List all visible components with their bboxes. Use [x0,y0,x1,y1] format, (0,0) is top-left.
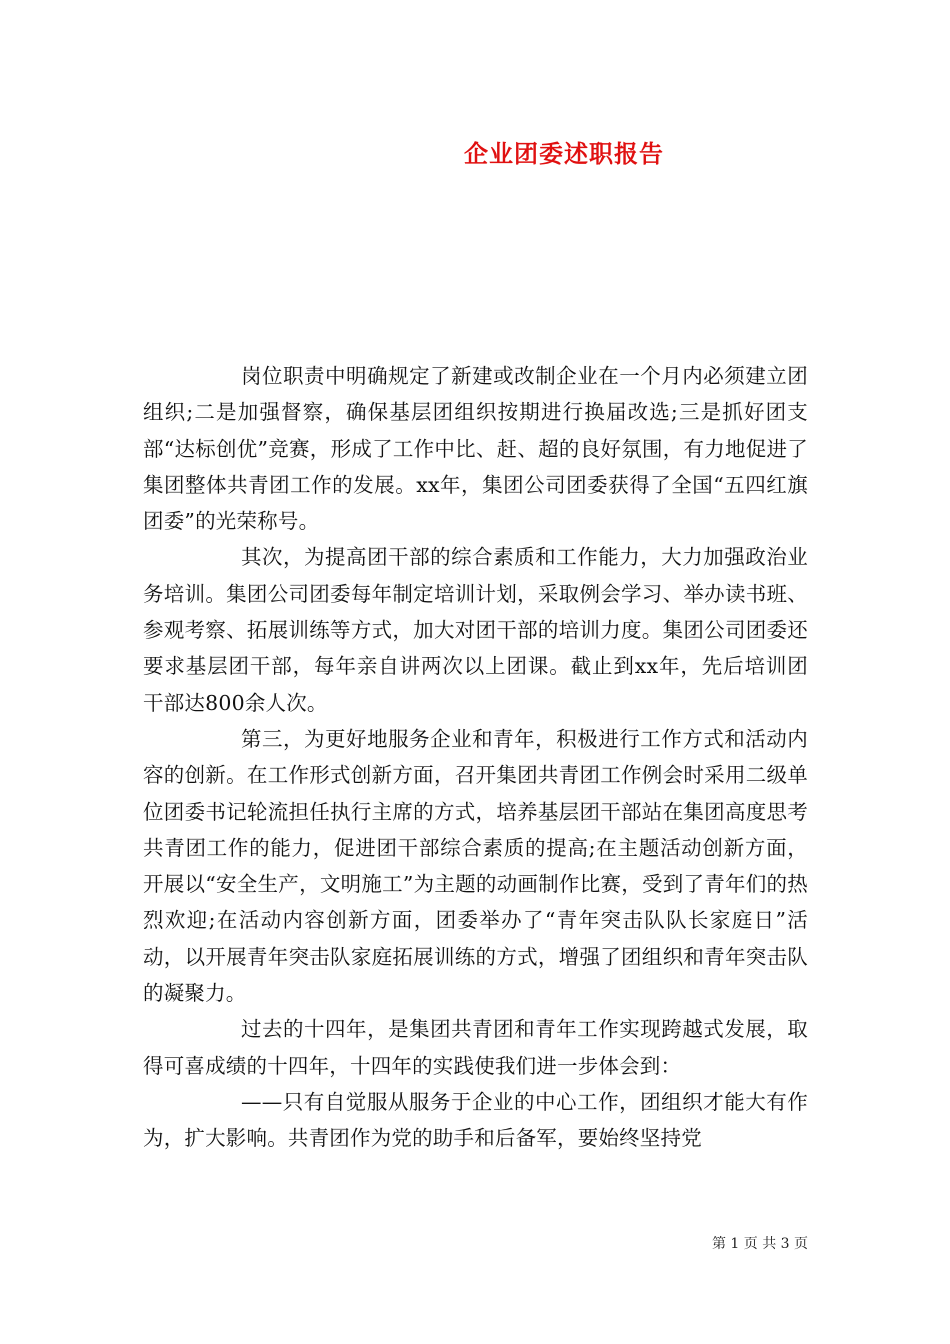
document-title: 企业团委述职报告 [464,139,664,168]
paragraph-4: 过去的十四年，是集团共青团和青年工作实现跨越式发展，取得可喜成绩的十四年，十四年的实践使我们进一步体会到： [143,1017,808,1078]
document-body [143,358,808,1157]
paragraph-3: 第三，为更好地服务企业和青年，积极进行工作方式和活动内容的创新。在工作形式创新方面，召开集团共青团工作例会时采用二级单位团委书记轮流担任执行主席的方式，培养基层团干部站在集团高度思考共青团工作的能力，促进团干部综合素质的提高;在主题活动创新方面，开展以“安全生产，文明施工”为主题的动画制作比赛，受到了青年们的热烈欢迎;在活动内容创新方面，团委举办了“青年突击队队长家庭日”活动，以开展青年突击队家庭拓展训练的方式，增强了团组织和青年突击队的凝聚力。 [143,726,808,1006]
page-number-footer: 第 1 页 共 3 页 [711,1236,809,1252]
paragraph-2: 其次，为提高团干部的综合素质和工作能力，大力加强政治业务培训。集团公司团委每年制定培训计划，采取例会学习、举办读书班、参观考察、拓展训练等方式，加大对团干部的培训力度。集团公司团委还要求基层团干部，每年亲自讲两次以上团课。截止到xx年，先后培训团干部达800余人次。 [143,545,808,715]
paragraph-5: ——只有自觉服从服务于企业的中心工作，团组织才能大有作为，扩大影响。共青团作为党的助手和后备军，要始终坚持党 [143,1089,808,1151]
paragraph-1: 岗位职责中明确规定了新建或改制企业在一个月内必须建立团组织;二是加强督察，确保基层团组织按期进行换届改选;三是抓好团支部“达标创优”竞赛，形成了工作中比、赶、超的良好氛围，有力地促进了集团整体共青团工作的发展。xx年，集团公司团委获得了全国“五四红旗团委”的光荣称号。 [143,364,808,534]
